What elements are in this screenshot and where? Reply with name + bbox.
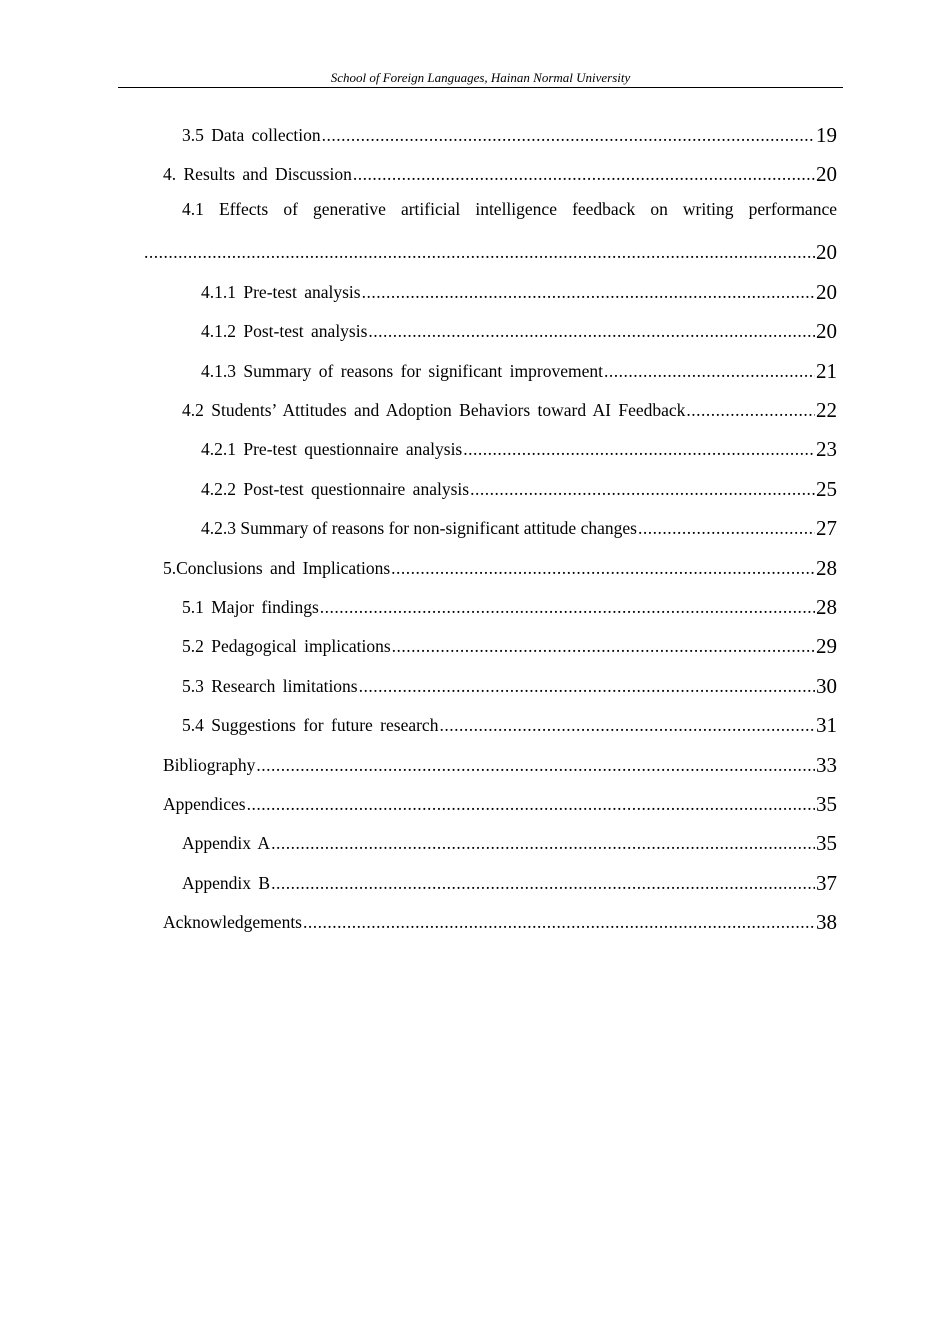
title-word: 4.1: [182, 199, 204, 219]
toc-entry-title: 5.4 Suggestions for future research: [182, 715, 439, 735]
toc-entry-title: Bibliography: [163, 755, 256, 775]
toc-entry[interactable]: [182, 627, 837, 657]
toc-entry[interactable]: [201, 430, 837, 460]
toc-page-number: 29: [816, 634, 837, 658]
dot-leader: [391, 557, 815, 579]
toc-entry-title: 4.1.1 Pre-test analysis: [201, 282, 361, 302]
toc-entry-title: 3.5 Data collection: [182, 125, 321, 145]
dot-leader: [359, 675, 815, 697]
dot-leader: [256, 754, 815, 776]
toc-entry-title: 4.2 Students’ Attitudes and Adoption Behaviors toward AI Feedback: [182, 400, 686, 420]
dot-leader: [247, 793, 815, 815]
title-word: feedback: [572, 199, 636, 219]
title-word: intelligence: [475, 199, 557, 219]
toc-entry[interactable]: [201, 352, 837, 382]
toc-entry[interactable]: [182, 391, 837, 421]
dot-leader: [439, 714, 815, 736]
toc-page-number: 28: [816, 556, 837, 580]
toc-entry-title: 5.3 Research limitations: [182, 676, 358, 696]
toc-entry[interactable]: [201, 509, 837, 539]
toc-entry[interactable]: [163, 903, 837, 933]
toc-entry[interactable]: [182, 667, 837, 697]
title-word: writing: [682, 199, 734, 219]
toc-page-number: 20: [816, 240, 837, 264]
toc-page-number: 35: [816, 792, 837, 816]
toc-page-number: 28: [816, 595, 837, 619]
dot-leader: [271, 832, 815, 854]
toc-page-number: 19: [816, 123, 837, 147]
toc-entry[interactable]: [182, 824, 837, 854]
toc-page-number: 22: [816, 398, 837, 422]
dot-leader: [303, 911, 815, 933]
toc-entry[interactable]: [182, 706, 837, 736]
toc-page-number: 21: [816, 359, 837, 383]
toc-entry-title: 4.1.2 Post-test analysis: [201, 321, 368, 341]
dot-leader: [470, 478, 815, 500]
title-word: of: [283, 199, 298, 219]
dot-leader: [392, 635, 815, 657]
toc-entry-title: 5.Conclusions and Implications: [163, 558, 391, 578]
toc-page-number: 25: [816, 477, 837, 501]
toc-entry[interactable]: [163, 549, 837, 579]
toc-entry-title: 5.1 Major findings: [182, 597, 319, 617]
toc-entry-title: 5.2 Pedagogical implications: [182, 636, 391, 656]
toc-entry-title: Appendix A: [182, 833, 271, 853]
dot-leader: [320, 596, 815, 618]
dot-leader: [686, 399, 815, 421]
toc-entry[interactable]: [163, 155, 837, 185]
dot-leader: [144, 241, 815, 263]
running-header-title: School of Foreign Languages, Hainan Normal University: [330, 70, 631, 85]
toc-entry-title: 4.1.3 Summary of reasons for significant improvement: [201, 361, 603, 381]
toc-page-number: 20: [816, 280, 837, 304]
toc-page-number: 33: [816, 753, 837, 777]
toc-page-number: 27: [816, 516, 837, 540]
toc-entry-title: Acknowledgements: [163, 912, 302, 932]
toc-entry-title: Appendices: [163, 794, 246, 814]
toc-entry[interactable]: [163, 785, 837, 815]
toc-page-number: 38: [816, 910, 837, 934]
dot-leader: [353, 163, 815, 185]
toc-entry[interactable]: [201, 312, 837, 342]
toc-page-number: 37: [816, 871, 837, 895]
title-word: artificial: [400, 199, 461, 219]
dot-leader: [463, 438, 815, 460]
toc-page-number: 20: [816, 319, 837, 343]
dot-leader: [362, 281, 815, 303]
toc-entry-leader-line: [144, 233, 837, 263]
dot-leader: [271, 872, 815, 894]
dot-leader: [368, 320, 815, 342]
dot-leader: [638, 517, 815, 539]
title-word: Effects: [218, 199, 269, 219]
title-word: performance: [748, 199, 837, 219]
toc-entry-title-line: [182, 198, 837, 220]
toc-entry[interactable]: [182, 588, 837, 618]
toc-entry[interactable]: [201, 470, 837, 500]
toc-page-number: 23: [816, 437, 837, 461]
toc-entry-title: 4.2.3 Summary of reasons for non-significant attitude changes: [201, 518, 637, 538]
toc-entry-title: 4. Results and Discussion: [163, 164, 352, 184]
toc-entry[interactable]: [182, 116, 837, 146]
toc-page-number: 30: [816, 674, 837, 698]
title-word: generative: [312, 199, 386, 219]
toc-entry[interactable]: [182, 864, 837, 894]
toc-entry-title: 4.2.2 Post-test questionnaire analysis: [201, 479, 470, 499]
toc-entry[interactable]: [163, 746, 837, 776]
toc-entry-title: Appendix B: [182, 873, 271, 893]
toc-page-number: 20: [816, 162, 837, 186]
toc-page-number: 31: [816, 713, 837, 737]
dot-leader: [604, 360, 815, 382]
title-word: on: [650, 199, 668, 219]
toc-entry[interactable]: [201, 273, 837, 303]
toc-entry-title: 4.2.1 Pre-test questionnaire analysis: [201, 439, 463, 459]
toc-page-number: 35: [816, 831, 837, 855]
dot-leader: [322, 124, 815, 146]
